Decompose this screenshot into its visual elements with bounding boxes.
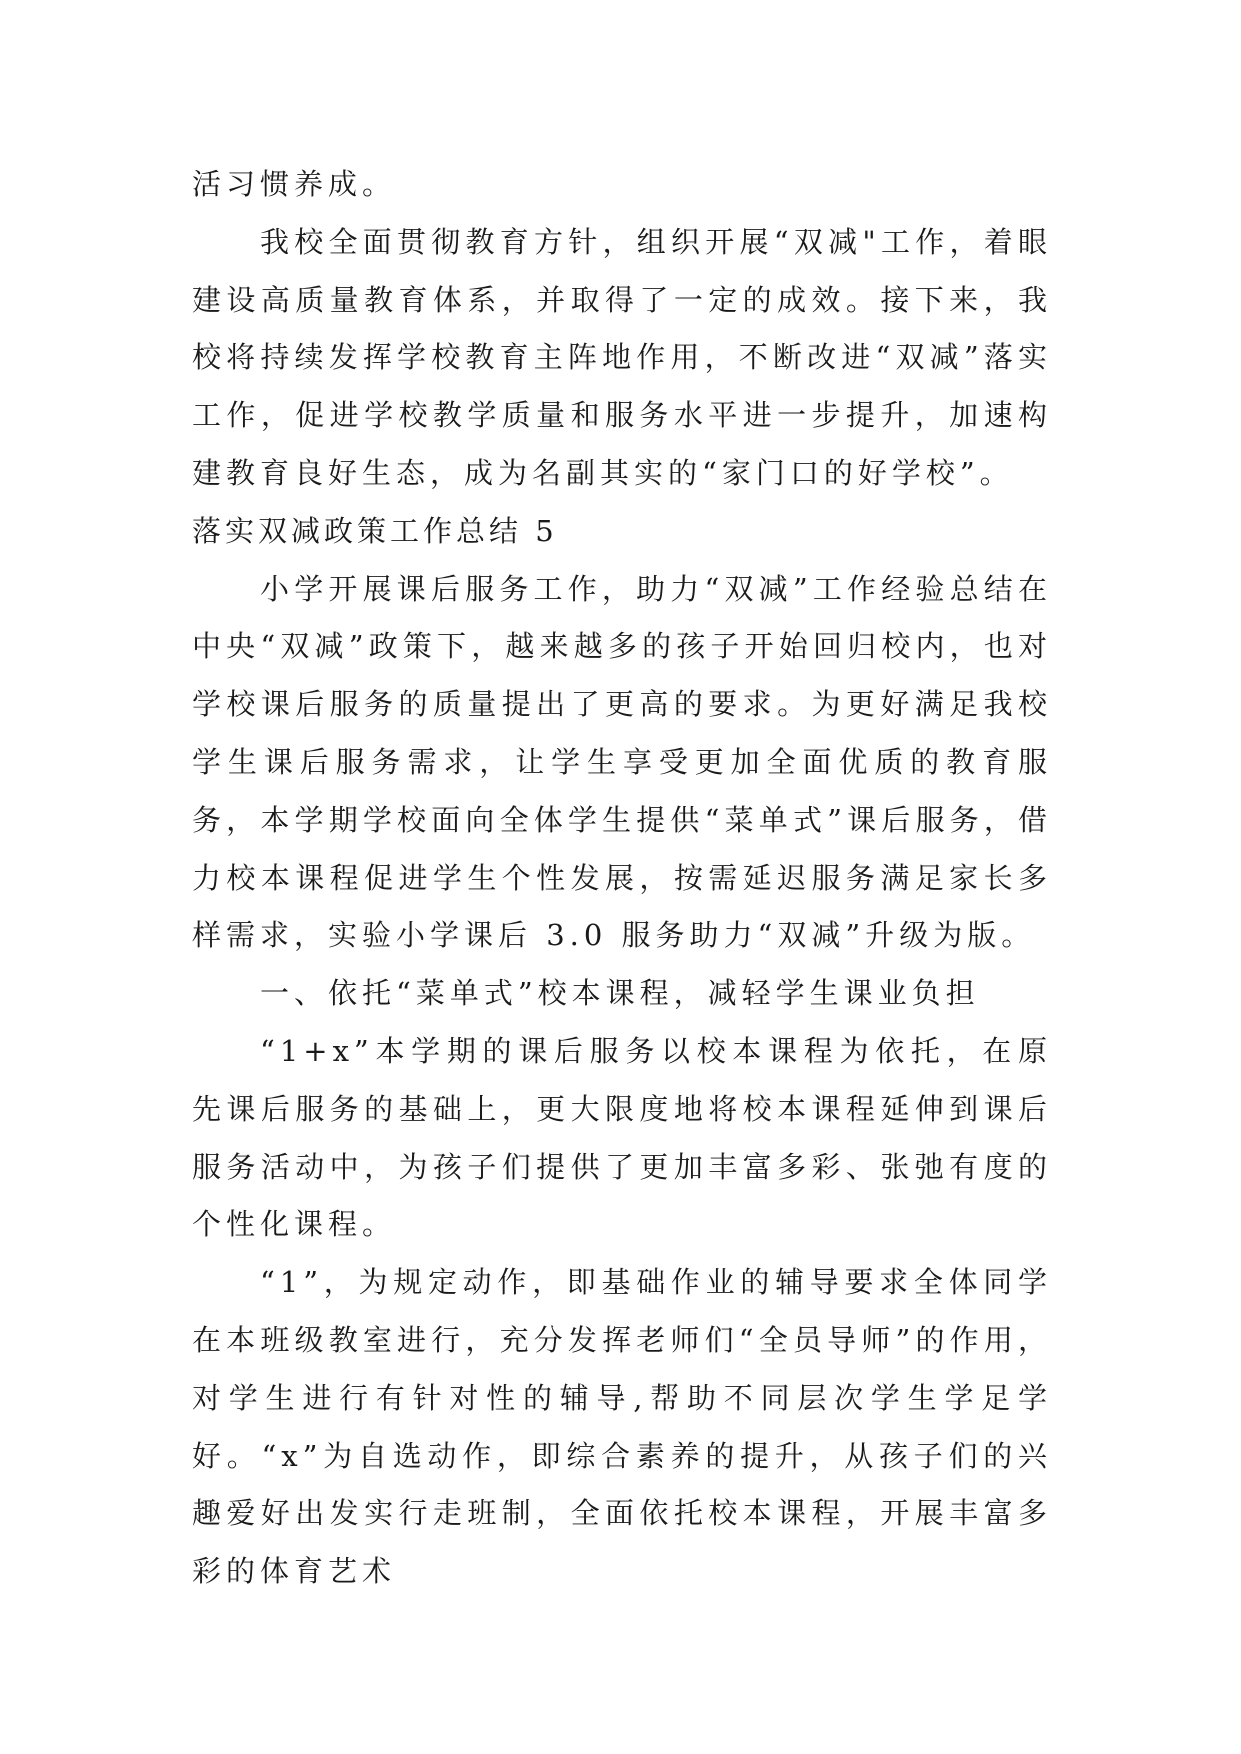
paragraph-1x: “1+x”本学期的课后服务以校本课程为依托，在原先课后服务的基础上，更大限度地将校本课程延伸到课后服务活动中，为孩子们提供了更加丰富多彩、张弛有度的个性化课程。 [192,1033,1052,1242]
paragraph-intro: 小学开展课后服务工作，助力“双减”工作经验总结在中央“双减”政策下，越来越多的孩子开始回归校内，也对学校课后服务的质量提出了更高的要求。为更好满足我校学生课后服务需求，让学生享受更加全面优质的教育服务，本学期学校面向全体学生提供“菜单式”课后服务，借力校本课程促进学生个性发展，按需延迟服务满足家长多样需求，实验小学课后 3.0 服务助力“双减”升级为版。 [192,571,1052,953]
paragraph-summary: 我校全面贯彻教育方针，组织开展“双减"工作，着眼建设高质量教育体系，并取得了一定的成效。接下来，我校将持续发挥学校教育主阵地作用，不断改进“双减”落实工作，促进学校教学质量和服务水平进一步提升，加速构建教育良好生态，成为名副其实的“家门口的好学校”。 [192,224,1052,490]
document-page [192,156,1052,1601]
subheading-one: 一、依托“菜单式”校本课程，减轻学生课业负担 [260,976,980,1011]
paragraph-continuation: 活习惯养成。 [192,167,397,201]
paragraph-1-definition: “1”，为规定动作，即基础作业的辅导要求全体同学在本班级教室进行，充分发挥老师们“全员导师”的作用，对学生进行有针对性的辅导,帮助不同层次学生学足学好。“x”为自选动作，即综合素养的提升，从孩子们的兴趣爱好出发实行走班制，全面依托校本课程，开展丰富多彩的体育艺术 [192,1265,1052,1589]
section-heading: 落实双减政策工作总结 5 [192,513,558,548]
